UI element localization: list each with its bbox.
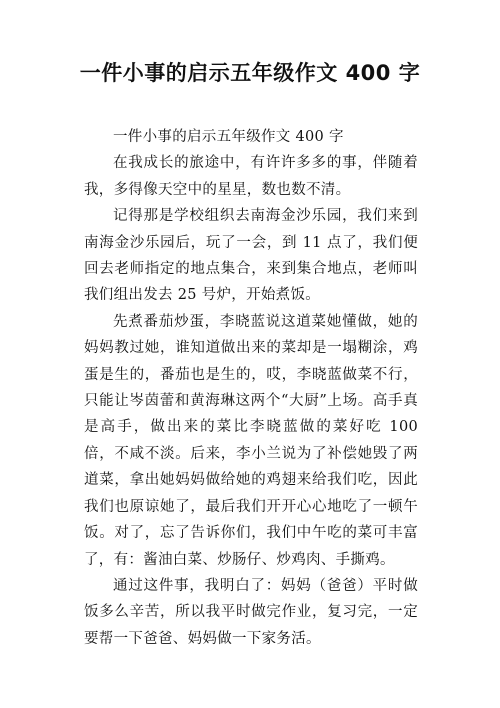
document-title: 一件小事的启示五年级作文 400 字 bbox=[79, 61, 421, 85]
paragraph-intro: 在我成长的旅途中，有许许多多的事，伴随着我，多得像天空中的星星，数也数不清。 bbox=[84, 155, 418, 198]
document-body bbox=[84, 124, 418, 652]
paragraph-lesson: 通过这件事，我明白了：妈妈（爸爸）平时做饭多么辛苦，所以我平时做完作业，复习完，一定要帮一下爸爸、妈妈做一下家务活。 bbox=[84, 577, 418, 647]
paragraph-trip: 记得那是学校组织去南海金沙乐园，我们来到南海金沙乐园后，玩了一会，到 11 点了，我们便回去老师指定的地点集合，来到集合地点，老师叫我们组出发去 25 号炉，开始煮饭。 bbox=[84, 208, 418, 304]
paragraph-cooking: 先煮番茄炒蛋，李晓蓝说这道菜她懂做，她的妈妈教过她，谁知道做出来的菜却是一塌糊涂，鸡蛋是生的，番茄也是生的，哎，李晓蓝做菜不行，只能让岑茵蕾和黄海琳这两个“大厨”上场。高手真是高手，做出来的菜比李晓蓝做的菜好吃 100 倍，不咸不淡。后来，李小兰说为了补偿她毁了两道菜，拿出她妈妈做给她的鸡翅来给我们吃，因此我们也原谅她了，最后我们开开心心地吃了一顿午饭。对了，忘了告诉你们，我们中午吃的菜可丰富了，有：酱油白菜、炒肠仔、炒鸡肉、手撕鸡。 bbox=[84, 313, 418, 568]
paragraph-subtitle: 一件小事的启示五年级作文 400 字 bbox=[113, 129, 344, 145]
